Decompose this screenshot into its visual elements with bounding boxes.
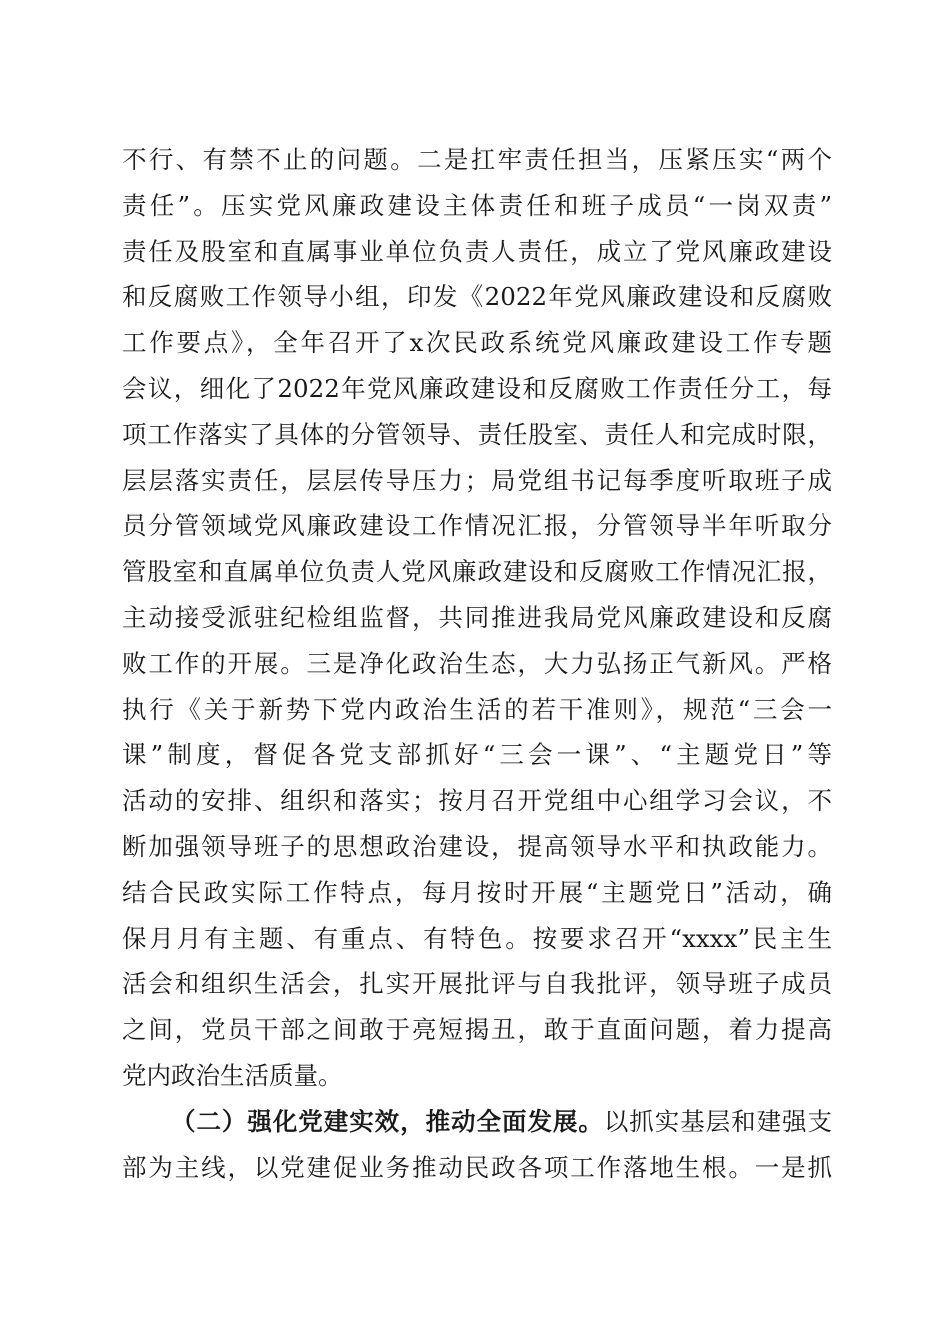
text-line: 断加强领导班子的思想政治建设，提高领导水平和执政能力。 [122,831,832,861]
text-line: 项工作落实了具体的分管领导、责任股室、责任人和完成时限， [122,419,832,449]
text-line: 部为主线，以党建促业务推动民政各项工作落地生根。一是抓 [122,1152,832,1182]
section-heading-line [122,1099,832,1145]
text-line: 主动接受派驻纪检组监督，共同推进我局党风廉政建设和反腐 [122,602,832,632]
text-line: 责任”。压实党风廉政建设主体责任和班子成员“一岗双责” [122,190,832,220]
text-line: 管股室和直属单位负责人党风廉政建设和反腐败工作情况汇报， [122,557,832,587]
text-line: 课”制度，督促各党支部抓好“三会一课”、“主题党日”等 [122,740,832,770]
text-line: 党内政治生活质量。 [122,1060,343,1090]
text-line: 员分管领域党风廉政建设工作情况汇报，分管领导半年听取分 [122,511,832,541]
text-line: 败工作的开展。三是净化政治生态，大力弘扬正气新风。严格 [122,648,832,678]
text-line: 层层落实责任，层层传导压力；局党组书记每季度听取班子成 [122,465,832,495]
text-line: 结合民政实际工作特点，每月按时开展“主题党日”活动，确 [122,877,832,907]
section-text: 以抓实基层和建强支 [603,1106,833,1136]
body-text [122,137,832,1190]
text-line: 执行《关于新势下党内政治生活的若干准则》，规范“三会一 [122,694,832,724]
text-line: 和反腐败工作领导小组，印发《2022年党风廉政建设和反腐败 [122,282,832,312]
text-line: 责任及股室和直属事业单位负责人责任，成立了党风廉政建设 [122,236,832,266]
section-heading: （二）强化党建实效，推动全面发展。 [171,1106,604,1136]
text-line: 会议，细化了2022年党风廉政建设和反腐败工作责任分工，每 [122,373,832,403]
text-line: 保月月有主题、有重点、有特色。按要求召开“xxxx”民主生 [122,923,832,953]
text-line: 活动的安排、组织和落实；按月召开党组中心组学习会议，不 [122,786,832,816]
text-line: 活会和组织生活会，扎实开展批评与自我批评，领导班子成员 [122,969,832,999]
text-line: 不行、有禁不止的问题。二是扛牢责任担当，压紧压实“两个 [122,145,832,174]
text-line: 之间，党员干部之间敢于亮短揭丑，敢于直面问题，着力提高 [122,1015,832,1045]
text-line: 工作要点》，全年召开了x次民政系统党风廉政建设工作专题 [122,328,832,358]
